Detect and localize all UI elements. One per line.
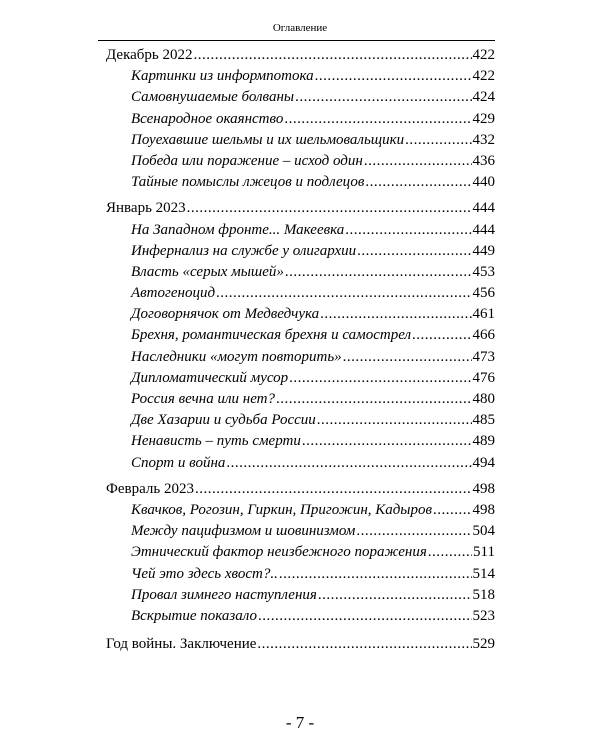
dot-leader <box>289 368 471 389</box>
entry-title: Январь 2023 <box>106 200 186 217</box>
entry-title: Февраль 2023 <box>106 480 194 497</box>
table-of-contents <box>0 45 600 655</box>
toc-section <box>0 198 600 473</box>
entry-title: Договорнячок от Медведчука <box>131 306 320 323</box>
toc-item-entry <box>0 87 495 108</box>
entry-title: Картинки из информпотока <box>131 68 314 85</box>
entry-page-number: 449 <box>472 242 495 259</box>
entry-page-number: 518 <box>472 586 495 603</box>
entry-page-number: 485 <box>472 412 495 429</box>
toc-item-entry <box>0 283 495 304</box>
dot-leader <box>345 220 471 241</box>
toc-section <box>0 479 600 627</box>
dot-leader <box>356 521 471 542</box>
toc-chapter-entry <box>0 198 495 219</box>
dot-leader <box>343 347 472 368</box>
toc-item-entry <box>0 585 495 606</box>
dot-leader <box>412 325 471 346</box>
dot-leader <box>357 241 471 262</box>
toc-item-entry <box>0 500 495 521</box>
entry-page-number: 514 <box>472 565 495 582</box>
entry-page-number: 466 <box>472 327 495 344</box>
toc-item-entry <box>0 521 495 542</box>
entry-page-number: 504 <box>472 523 495 540</box>
dot-leader <box>187 198 472 219</box>
entry-page-number: 498 <box>472 480 495 497</box>
entry-title: Инфернализ на службе у олигархии <box>131 242 357 259</box>
header-rule <box>98 40 495 41</box>
entry-title: Две Хазарии и судьба России <box>131 412 316 429</box>
toc-item-entry <box>0 304 495 325</box>
dot-leader <box>315 66 472 87</box>
dot-leader <box>216 283 471 304</box>
dot-leader <box>279 564 472 585</box>
entry-page-number: 476 <box>472 369 495 386</box>
toc-item-entry <box>0 130 495 151</box>
entry-title: Россия вечна или нет? <box>131 391 276 407</box>
entry-title: Власть «серых мышей» <box>131 263 284 280</box>
entry-title: Победа или поражение – исход один <box>131 152 363 169</box>
entry-page-number: 444 <box>472 221 495 238</box>
toc-item-entry <box>0 325 495 346</box>
toc-section <box>0 45 600 193</box>
entry-title: Между пацифизмом и шовинизмом <box>131 523 356 540</box>
dot-leader <box>194 45 472 66</box>
dot-leader <box>226 453 471 474</box>
entry-title: Провал зимнего наступления <box>131 586 317 603</box>
toc-item-entry <box>0 606 495 627</box>
entry-page-number: 444 <box>472 200 495 217</box>
toc-item-entry <box>0 109 495 130</box>
entry-page-number: 511 <box>473 544 495 561</box>
toc-item-entry <box>0 172 495 193</box>
toc-item-entry <box>0 241 495 262</box>
dot-leader <box>295 87 471 108</box>
dot-leader <box>318 585 472 606</box>
entry-title: Ненависть – путь смерти <box>131 433 301 450</box>
entry-title: Поуехавшие шельмы и их шельмовальщики <box>131 131 405 148</box>
entry-title: Самовнушаемые болваны <box>131 89 295 106</box>
dot-leader <box>284 109 471 130</box>
entry-page-number: 498 <box>472 501 495 518</box>
entry-page-number: 422 <box>472 47 495 63</box>
entry-title: Чей это здесь хвост?.. <box>131 565 278 582</box>
dot-leader <box>405 130 471 151</box>
toc-item-entry <box>0 542 495 563</box>
entry-page-number: 529 <box>472 636 495 653</box>
entry-page-number: 523 <box>472 607 495 624</box>
entry-title: Спорт и война <box>131 454 226 471</box>
entry-page-number: 422 <box>472 68 495 85</box>
dot-leader <box>365 172 471 193</box>
dot-leader <box>433 500 472 521</box>
toc-conclusion-entry <box>0 634 495 655</box>
entry-title: Всенародное окаянство <box>131 110 284 127</box>
entry-title: Квачков, Рогозин, Гиркин, Пригожин, Кадыров <box>131 501 432 518</box>
dot-leader <box>285 262 472 283</box>
entry-page-number: 480 <box>472 391 495 407</box>
dot-leader <box>364 151 472 172</box>
entry-title: Брехня, романтическая брехня и самострел <box>131 327 412 344</box>
toc-item-entry <box>0 151 495 172</box>
entry-page-number: 440 <box>472 174 495 191</box>
entry-title: Автогеноцид <box>131 285 216 302</box>
dot-leader <box>302 431 472 452</box>
dot-leader <box>320 304 471 325</box>
page-number: - 7 - <box>285 713 315 732</box>
toc-item-entry <box>0 220 495 241</box>
entry-page-number: 429 <box>472 110 495 127</box>
entry-page-number: 489 <box>472 433 495 450</box>
toc-chapter-entry <box>0 45 495 66</box>
toc-item-entry <box>0 347 495 368</box>
entry-page-number: 436 <box>472 152 495 169</box>
toc-item-entry <box>0 262 495 283</box>
entry-title: Тайные помыслы лжецов и подлецов <box>131 174 365 191</box>
toc-item-entry <box>0 431 495 452</box>
entry-title: Вскрытие показало <box>131 607 257 624</box>
dot-leader <box>317 410 472 431</box>
entry-title: Декабрь 2022 <box>106 47 193 63</box>
entry-title: Дипломатический мусор <box>131 369 289 386</box>
toc-item-entry <box>0 410 495 431</box>
entry-title: Год войны. Заключение <box>106 636 257 653</box>
toc-item-entry <box>0 368 495 389</box>
entry-page-number: 432 <box>472 131 495 148</box>
entry-title: Наследники «могут повторить» <box>131 348 342 365</box>
entry-page-number: 424 <box>472 89 495 106</box>
entry-page-number: 456 <box>472 285 495 302</box>
toc-chapter-entry <box>0 479 495 500</box>
entry-page-number: 453 <box>472 263 495 280</box>
toc-item-entry <box>0 453 495 474</box>
entry-page-number: 461 <box>472 306 495 323</box>
dot-leader <box>257 634 471 655</box>
entry-page-number: 473 <box>472 348 495 365</box>
dot-leader <box>258 606 472 627</box>
entry-title: На Западном фронте... Макеевка <box>131 221 345 238</box>
dot-leader <box>195 479 472 500</box>
toc-item-entry <box>0 66 495 87</box>
toc-item-entry <box>0 564 495 585</box>
running-head: Оглавление <box>272 22 328 34</box>
entry-page-number: 494 <box>472 454 495 471</box>
dot-leader <box>276 389 471 410</box>
dot-leader <box>428 542 472 563</box>
toc-item-entry <box>0 389 495 410</box>
entry-title: Этнический фактор неизбежного поражения <box>131 544 427 561</box>
